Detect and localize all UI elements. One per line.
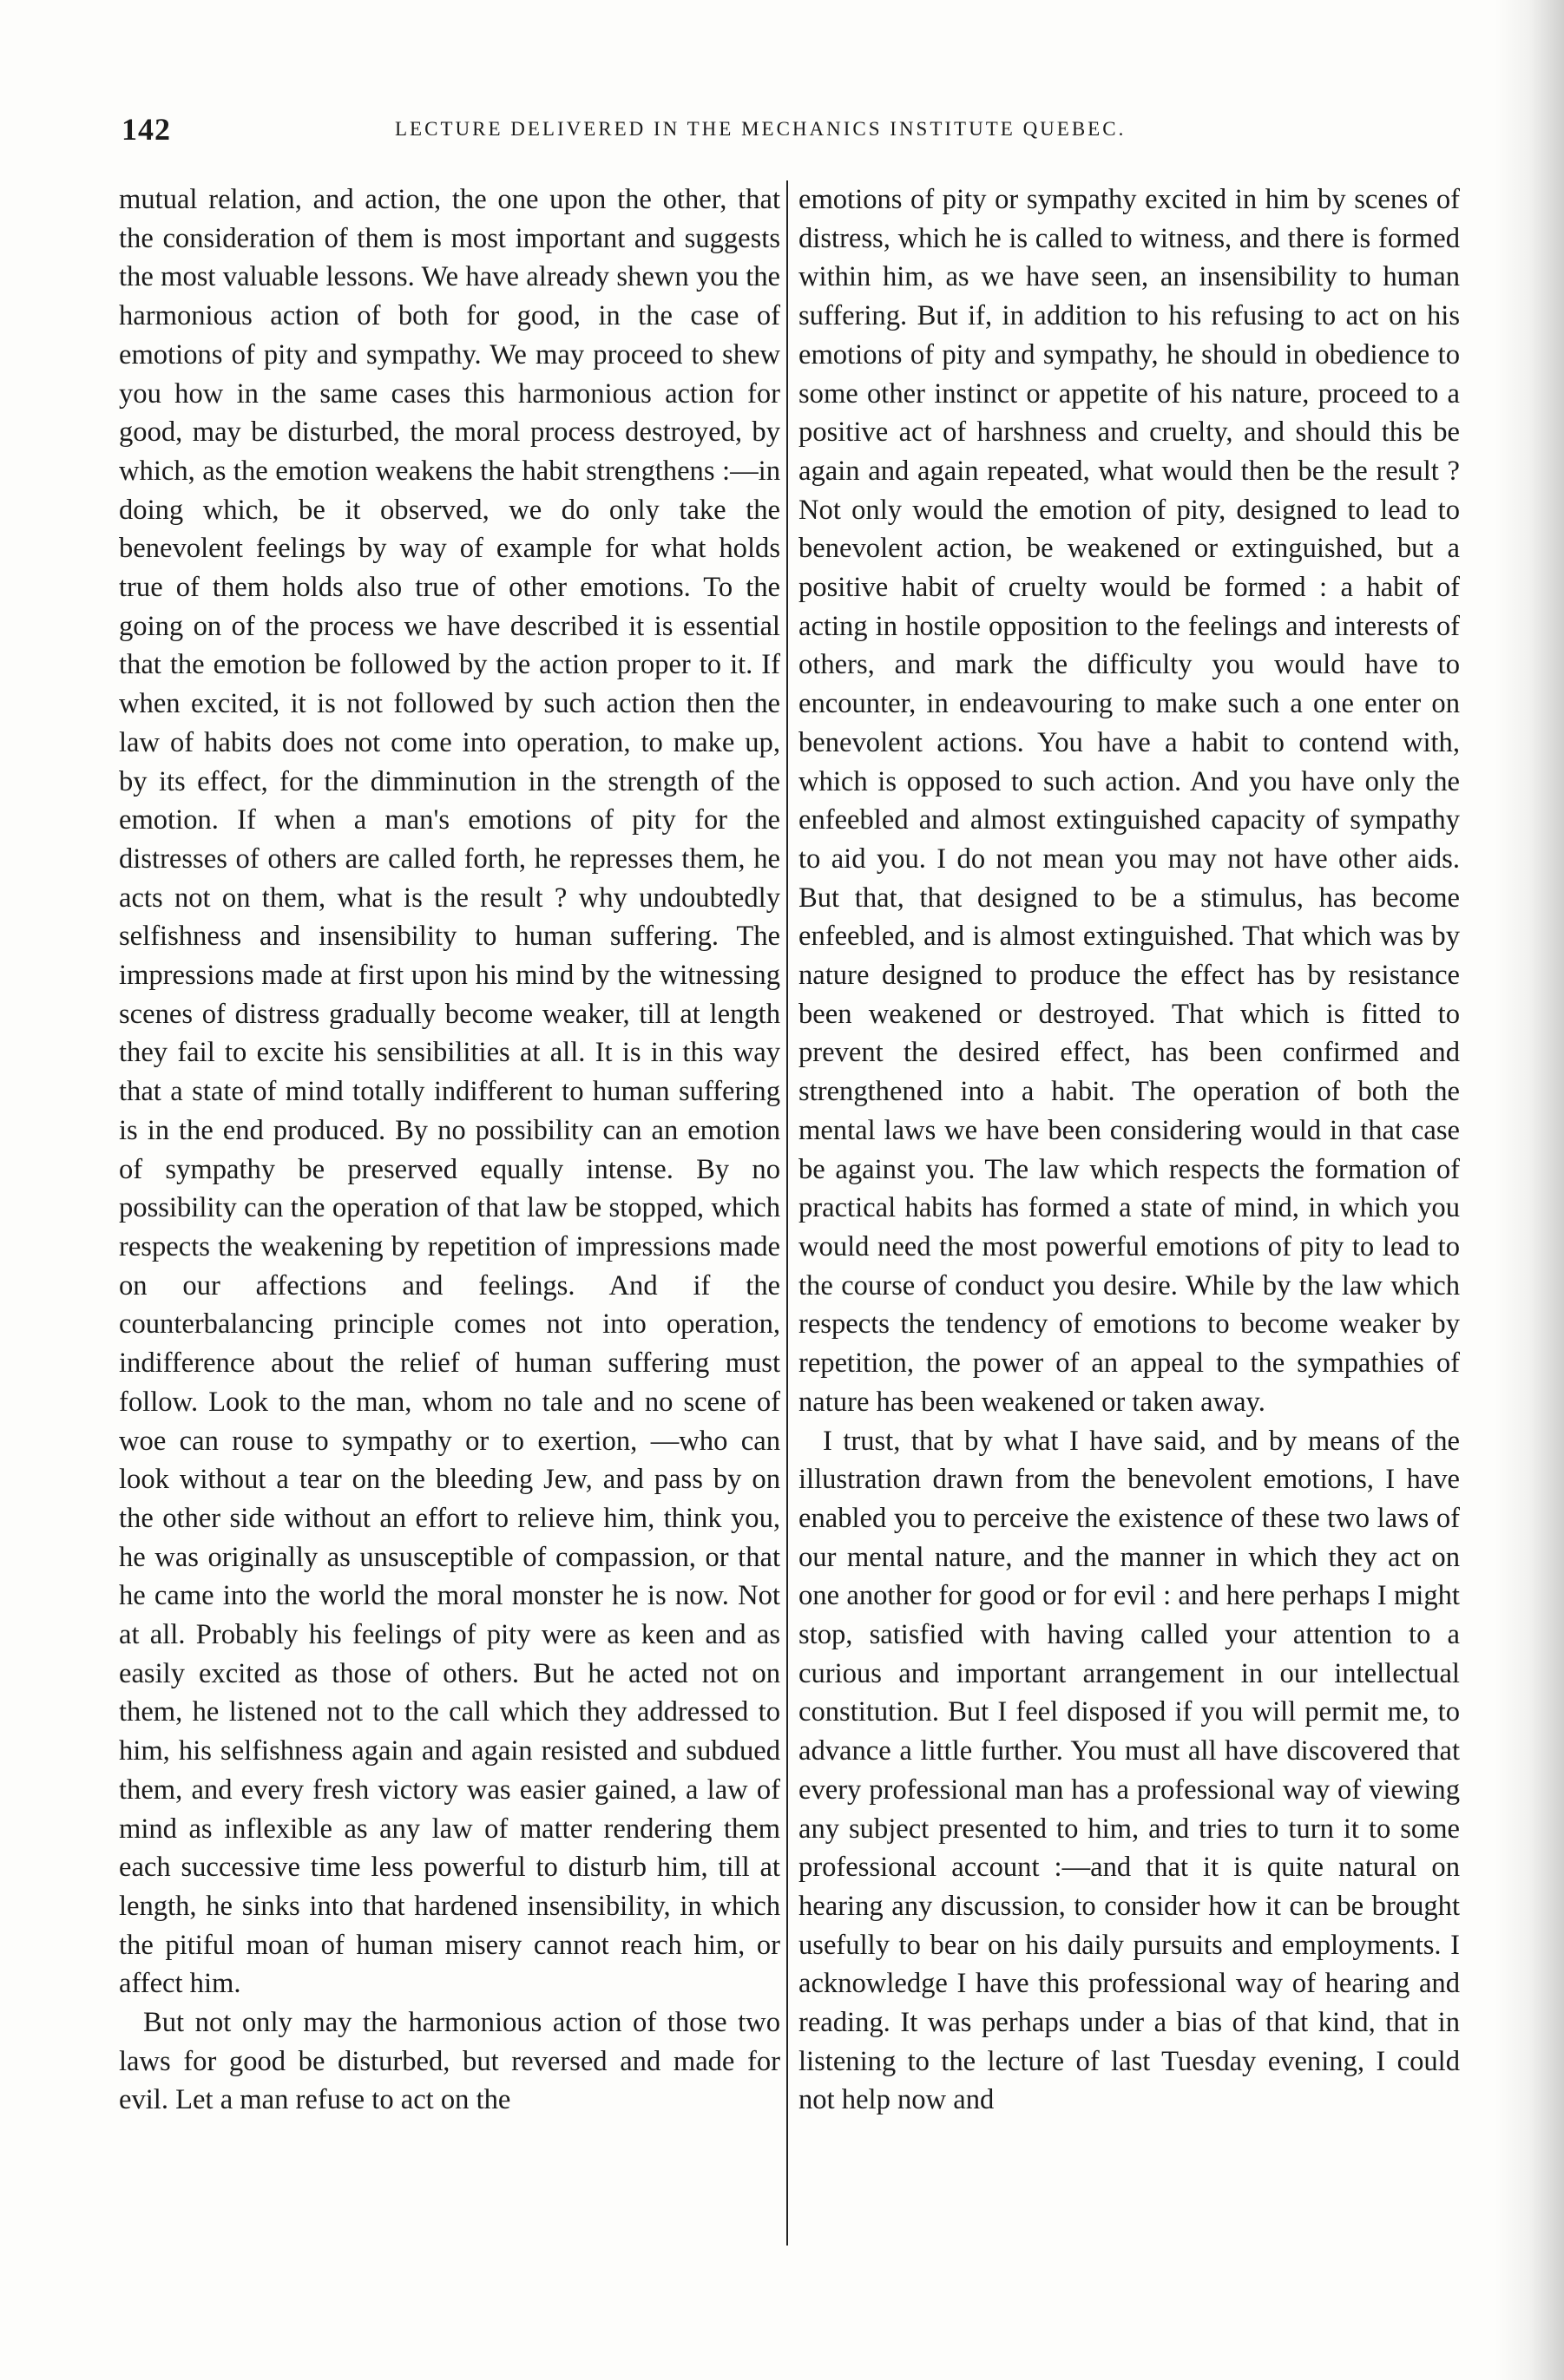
- right-paragraph-2: I trust, that by what I have said, and by means of the illustration drawn from the benevolent emotions, I have enabled you to perceive the existence of these two laws of our mental nature, and the manner in which they act on one another for good or for evil : and here perhaps I might stop, satisfied with having called your attention to a curious and important arrangement in our intellectual constitution. But I feel disposed if you will permit me, to advance a little further. You must all have discovered that every professional man has a professional way of viewing any subject presented to him, and tries to turn it to some professional account :—and that it is quite natural on hearing any discussion, to consider how it can be brought usefully to bear on his daily pursuits and employments. I acknowledge I have this professional way of hearing and reading. It was perhaps under a bias of that kind, that in listening to the lecture of last Tuesday evening, I could not help now and: [798, 1425, 1460, 2116]
- left-paragraph-1: mutual relation, and action, the one upon the other, that the consideration of them is most important and suggests the most valuable lessons. We have already shewn you the harmonious action of both for good, in the case of emotions of pity and sympathy. We may proceed to shew you how in the same cases this harmonious action for good, may be disturbed, the moral process destroyed, by which, as the emotion weakens the habit strengthens :—in doing which, be it observed, we do only take the benevolent feelings by way of example for what holds true of them holds also true of other emotions. To the going on of the process we have described it is essential that the emotion be followed by the action proper to it. If when excited, it is not followed by such action then the law of habits does not come into operation, to make up, by its effect, for the dimminution in the strength of the emotion. If when a man's emotions of pity for the distresses of others are called forth, he represses them, he acts not on them, what is the result ? why undoubtedly selfishness and insensibility to human suffering. The impressions made at first upon his mind by the witnessing scenes of distress gradually become weaker, till at length they fail to excite his sensibilities at all. It is in this way that a state of mind totally indifferent to human suffering is in the end produced. By no possibility can an emotion of sympathy be preserved equally intense. By no possibility can the operation of that law be stopped, which respects the weakening by repetition of impressions made on our affections and feelings. And if the counterbalancing principle comes not into operation, indifference about the relief of human suffering must follow. Look to the man, whom no tale and no scene of woe can rouse to sympathy or to exertion, —who can look without a tear on the bleeding Jew, and pass by on the other side without an effort to relieve him, think you, he was originally as unsusceptible of compassion, or that he came into the world the moral monster he is now. Not at all. Probably his feelings of pity were as keen and as easily excited as those of others. But he acted not on them, he listened not to the call which they addressed to him, his selfishness again and again resisted and subdued them, and every fresh victory was easier gained, a law of mind as inflexible as any law of matter rendering them each successive time less powerful to disturb him, till at length, he sinks into that hardened insensibility, in which the pitiful moan of human misery cannot reach him, or affect him.: [119, 184, 780, 2000]
- running-head: LECTURE DELIVERED IN THE MECHANICS INSTITUTE QUEBEC.: [395, 118, 1127, 140]
- column-divider: [786, 180, 788, 2246]
- page-edge-shadow: [1495, 0, 1564, 2380]
- right-paragraph-1: emotions of pity or sympathy excited in him by scenes of distress, which he is called to witness, and there is formed within him, as we have seen, an insensibility to human suffering. But if, in addition to his refusing to act on his emotions of pity and sympathy, he should in obedience to some other instinct or appetite of his nature, proceed to a positive act of harshness and cruelty, and should this be again and again repeated, what would then be the result ? Not only would the emotion of pity, designed to lead to benevolent action, be weakened or extinguished, but a positive habit of cruelty would be formed : a habit of acting in hostile opposition to the feelings and interests of others, and mark the difficulty you would have to encounter, in endeavouring to make such a one enter on benevolent actions. You have a habit to contend with, which is opposed to such action. And you have only the enfeebled and almost extinguished capacity of sympathy to aid you. I do not mean you may not have other aids. But that, that designed to be a stimulus, has become enfeebled, and is almost extinguished. That which was by nature designed to produce the effect has by resistance been weakened or destroyed. That which is fitted to prevent the desired effect, has been confirmed and strengthened into a habit. The operation of both the mental laws we have been considering would in that case be against you. The law which respects the formation of practical habits has formed a state of mind, in which you would need the most powerful emotions of pity to lead to the course of conduct you desire. While by the law which respects the tendency of emotions to become weaker by repetition, the power of an appeal to the sympathies of nature has been weakened or taken away.: [798, 184, 1460, 1418]
- page-header: [122, 111, 1475, 154]
- left-paragraph-2: But not only may the harmonious action of those two laws for good be disturbed, but reversed and made for evil. Let a man refuse to act on the: [119, 2007, 780, 2116]
- right-text-column: [798, 180, 1460, 2246]
- page-number: 142: [122, 112, 171, 147]
- left-text-column: [119, 180, 780, 2246]
